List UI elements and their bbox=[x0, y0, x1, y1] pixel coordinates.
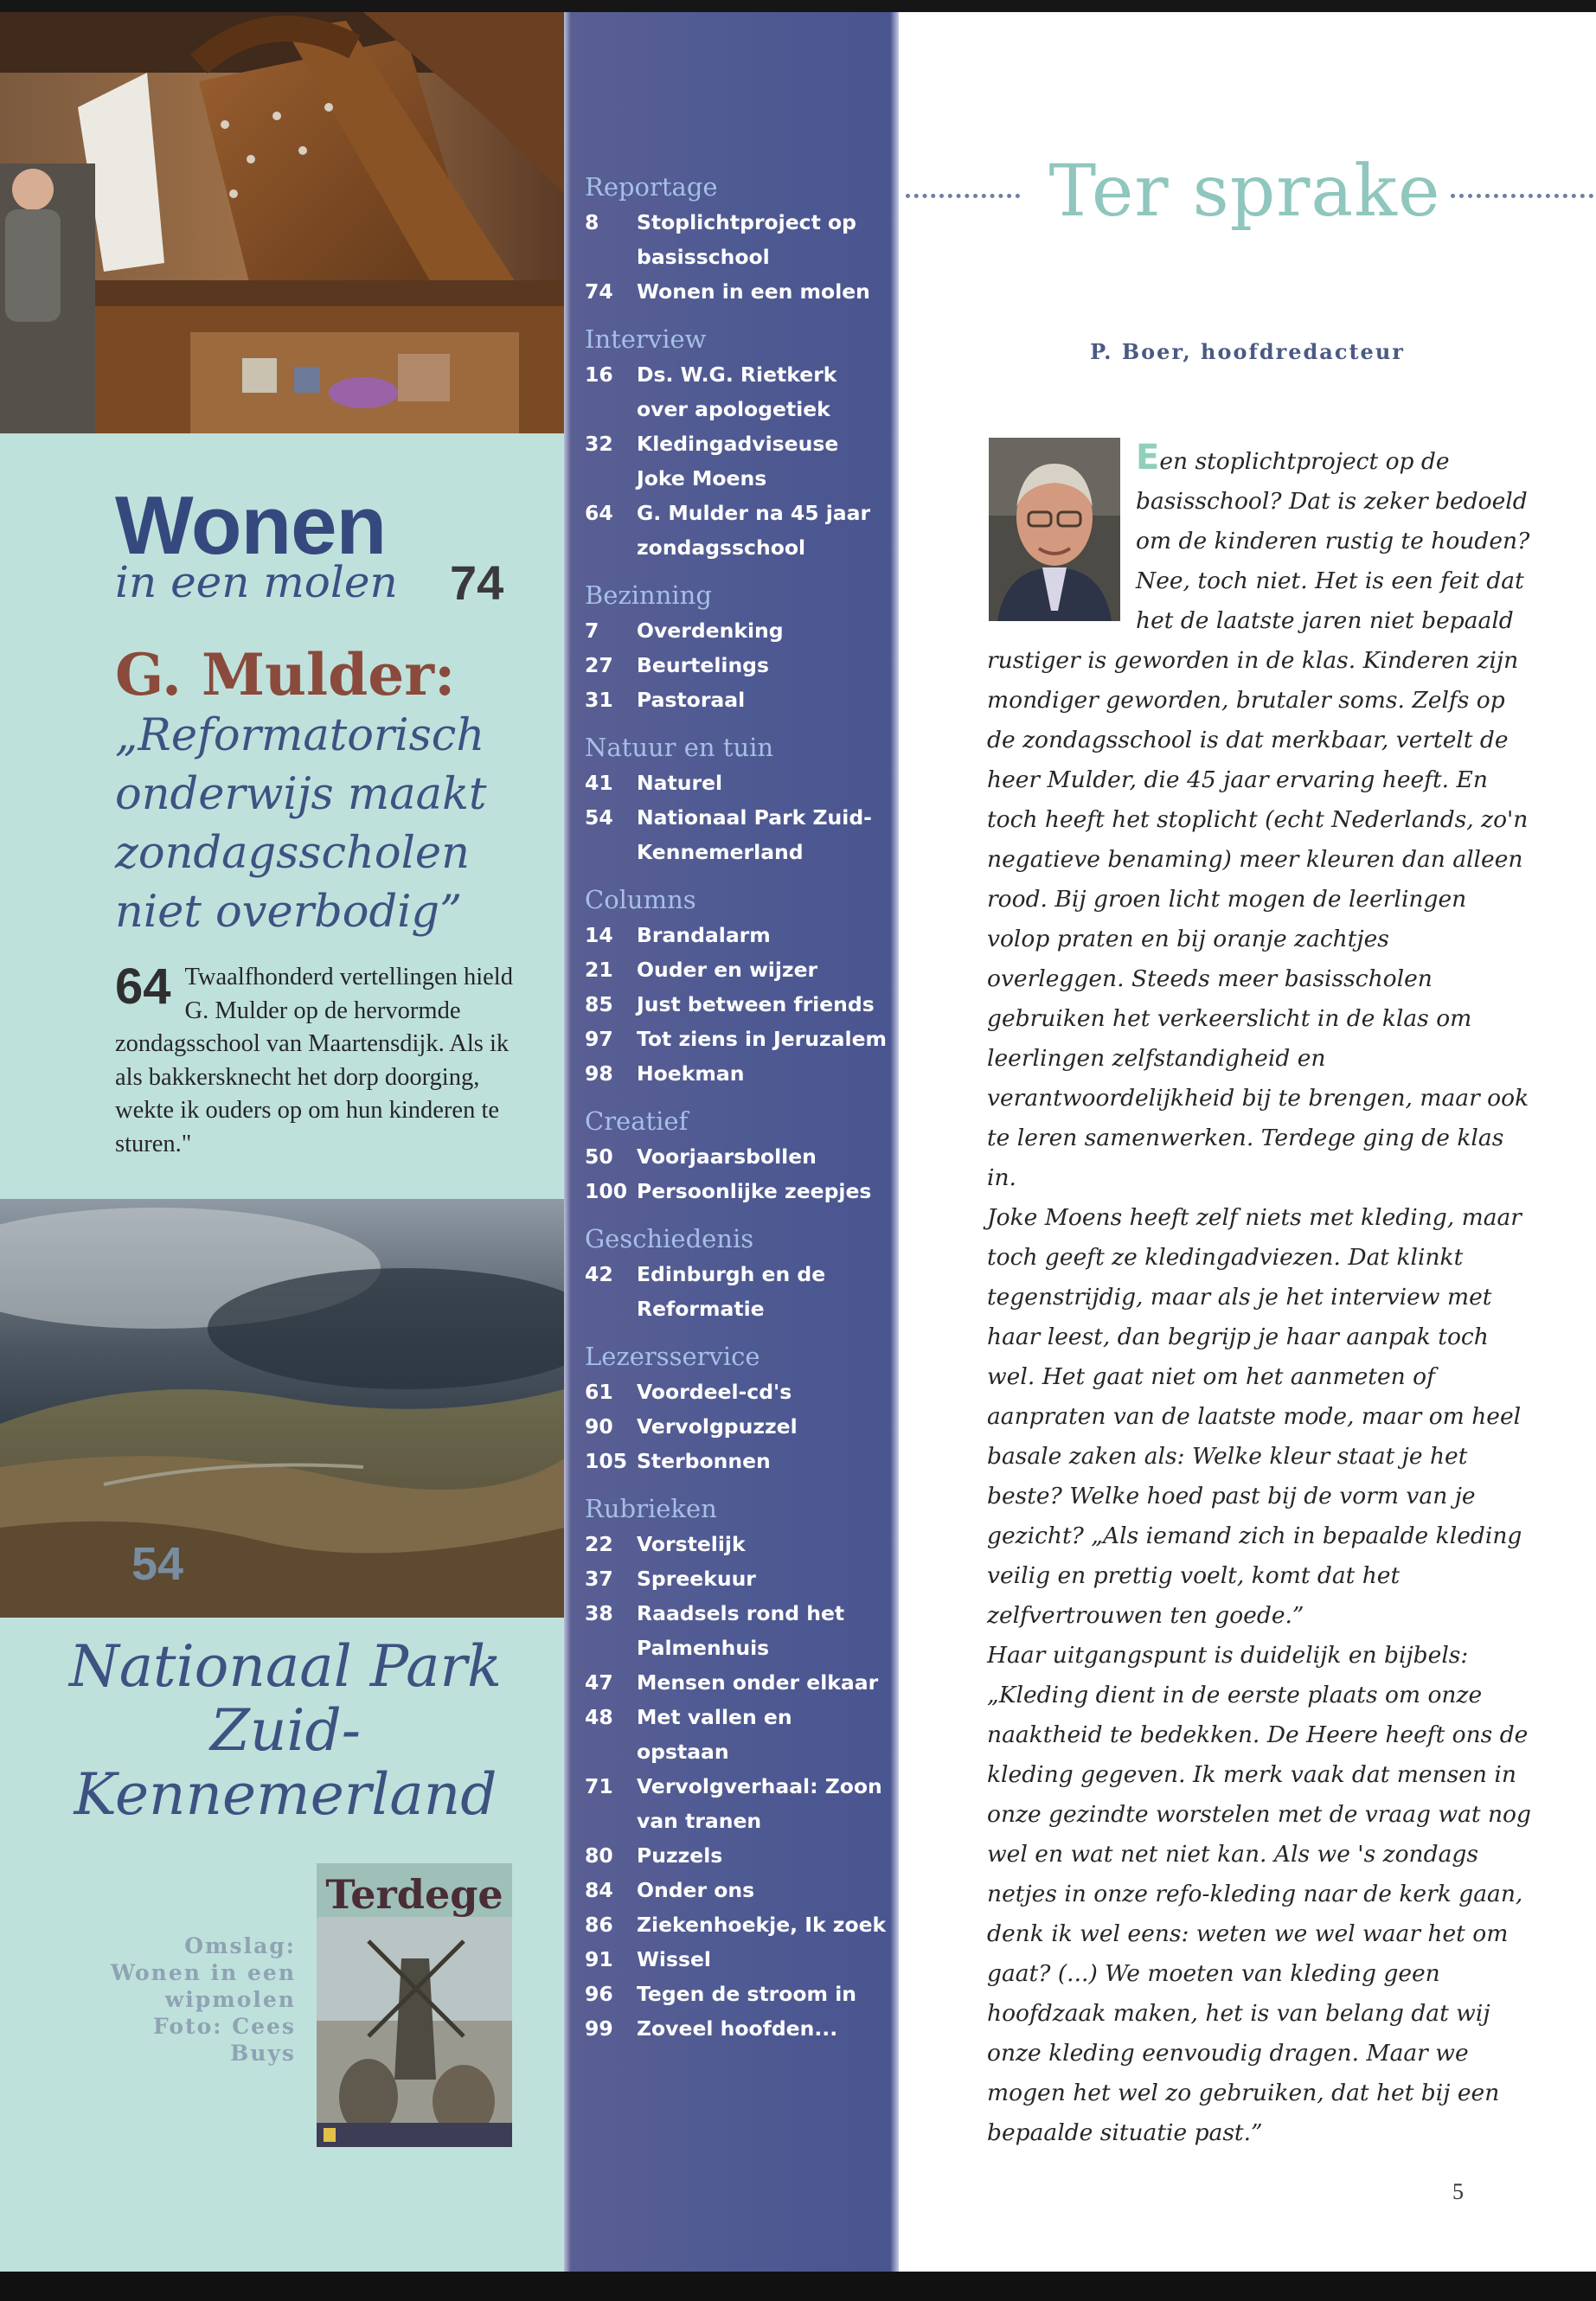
toc-entry[interactable] bbox=[585, 2011, 888, 2046]
toc-entry-title: Voorjaarsbollen bbox=[637, 1144, 817, 1169]
toc-entry-title: Vervolgpuzzel bbox=[637, 1414, 798, 1439]
toc-entry-title: Sterbonnen bbox=[637, 1449, 771, 1473]
editorial-title: Ter sprake bbox=[1048, 151, 1441, 233]
toc-edge bbox=[564, 12, 571, 2272]
cover-credit: Omslag: Wonen in een wipmolen Foto: Cees Buys bbox=[110, 1933, 296, 2066]
toc-entry[interactable] bbox=[585, 1139, 888, 1174]
toc-entry[interactable] bbox=[585, 205, 888, 274]
bottom-border bbox=[0, 2272, 1596, 2301]
toc-entry-title: Just between friends bbox=[637, 992, 875, 1016]
toc-entry-title: Brandalarm bbox=[637, 923, 771, 947]
toc-section bbox=[585, 1221, 888, 1326]
toc-entry[interactable] bbox=[585, 800, 888, 869]
toc-entry-title: G. Mulder na 45 jaar zondagsschool bbox=[637, 501, 871, 560]
feature-column bbox=[0, 12, 564, 2272]
toc-entry[interactable] bbox=[585, 1409, 888, 1444]
toc-entry-title: Tot ziens in Jeruzalem bbox=[637, 1027, 888, 1051]
magazine-cover-thumbnail bbox=[317, 1863, 512, 2147]
editorial-paragraph bbox=[987, 438, 1532, 1198]
toc-entry[interactable] bbox=[585, 1257, 888, 1326]
toc-entry[interactable] bbox=[585, 1022, 888, 1056]
toc-section bbox=[585, 170, 888, 309]
toc-entry-page: 80 bbox=[585, 1843, 613, 1868]
toc-entry-page: 37 bbox=[585, 1567, 613, 1591]
mulder-page-number: 64 bbox=[115, 958, 171, 1015]
toc-entry-title: Edinburgh en de Reformatie bbox=[637, 1262, 826, 1321]
toc-entry-page: 16 bbox=[585, 362, 613, 387]
toc-section-heading: Rubrieken bbox=[585, 1494, 717, 1523]
toc-section bbox=[585, 1104, 888, 1208]
mulder-teaser-text: Twaalfhonderd vertellingen hield G. Mulder op de hervormde zondagsschool van Maartensdijk. Als ik als bakkersknecht het dorp doorging, wekte ik ouders op om hun kinderen te sturen." bbox=[115, 964, 513, 1157]
toc-entry-title: Mensen onder elkaar bbox=[637, 1670, 879, 1695]
toc-entry[interactable] bbox=[585, 613, 888, 648]
toc-entry-page: 91 bbox=[585, 1947, 613, 1971]
toc-entry-page: 96 bbox=[585, 1982, 613, 2006]
toc-entry[interactable] bbox=[585, 1873, 888, 1907]
toc-entry[interactable] bbox=[585, 1596, 888, 1665]
toc-entry[interactable] bbox=[585, 766, 888, 800]
toc-entry-title: Zoveel hoofden... bbox=[637, 2016, 838, 2041]
editorial-author: P. Boer, hoofdredacteur bbox=[1090, 339, 1405, 364]
toc-entry[interactable] bbox=[585, 987, 888, 1022]
toc-entry[interactable] bbox=[585, 918, 888, 952]
toc-entry[interactable] bbox=[585, 1907, 888, 1942]
mulder-title: G. Mulder: bbox=[115, 641, 456, 708]
toc-edge bbox=[890, 12, 899, 2272]
toc-entry-title: Tegen de stroom in bbox=[637, 1982, 857, 2006]
toc-entry-title: Overdenking bbox=[637, 619, 784, 643]
toc-section-heading: Columns bbox=[585, 885, 696, 914]
toc-entry-title: Spreekuur bbox=[637, 1567, 756, 1591]
toc-entry-title: Beurtelings bbox=[637, 653, 769, 677]
park-title: Nationaal Park Zuid-Kennemerland bbox=[68, 1633, 503, 1828]
toc-entry-page: 27 bbox=[585, 653, 613, 677]
editorial-paragraph-3: Haar uitgangspunt is duidelijk en bijbels: „Kleding dient in de eerste plaats om onze naaktheid te bedekken. De Heere heeft ons de kleding gegeven. Ik merk vaak dat mensen in onze gezindte worstelen met de vraag wat nog wel en wat net niet kan. Als we 's zondags netjes in onze refo-kleding naar de kerk gaan, denk ik wel eens: weten we wel waar het om gaat? (...) We moeten van kleding geen hoofdzaak maken, het is van belang dat wij onze kleding eenvoudig dragen. Maar we mogen het wel zo gebruiken, dat het bij een bepaalde situatie past.” bbox=[987, 1642, 1531, 2146]
toc-entry-page: 48 bbox=[585, 1705, 613, 1729]
editorial-paragraph-2: Joke Moens heeft zelf niets met kleding, maar toch geeft ze kledingadviezen. Dat klinkt tegenstrijdig, maar als je het interview met haar leest, dan begrijp je haar aanpak toch wel. Het gaat niet om het aanmeten of aanpraten van de laatste mode, maar om heel basale zaken als: Welke kleur staat je het beste? Welke hoed past bij de vorm van je gezicht? „Als iemand zich in bepaalde kleding veilig en prettig voelt, komt dat het zelfvertrouwen ten goede.” bbox=[987, 1204, 1522, 1629]
toc-entry-page: 64 bbox=[585, 501, 613, 525]
toc-section bbox=[585, 882, 888, 1091]
toc-section-heading: Natuur en tuin bbox=[585, 733, 774, 762]
toc-entry-title: Nationaal Park Zuid-Kennemerland bbox=[637, 805, 872, 864]
toc-entry[interactable] bbox=[585, 1665, 888, 1700]
toc-entry-title: Met vallen en opstaan bbox=[637, 1705, 792, 1764]
toc-entry-title: Raadsels rond het Palmenhuis bbox=[637, 1601, 845, 1660]
toc-section-heading: Interview bbox=[585, 324, 707, 354]
toc-entry[interactable] bbox=[585, 683, 888, 717]
toc-entry-page: 21 bbox=[585, 958, 613, 982]
toc-entry-title: Vervolgverhaal: Zoon van tranen bbox=[637, 1774, 882, 1833]
cover-title: Terdege bbox=[325, 1871, 503, 1918]
toc-entry-title: Onder ons bbox=[637, 1878, 755, 1902]
toc-entry-page: 54 bbox=[585, 805, 613, 830]
toc-entry-title: Wissel bbox=[637, 1947, 711, 1971]
toc-entry-page: 22 bbox=[585, 1532, 613, 1556]
editorial-paragraph-1: en stoplichtproject op de basisschool? Dat is zeker bedoeld om de kinderen rustig te houden? Nee, toch niet. Het is een feit dat het de laatste jaren niet bepaald rustiger is geworden in de klas. Kinderen zijn mondiger geworden, brutaler soms. Zelfs op de zondagsschool is dat merkbaar, vertelt de heer Mulder, die 45 jaar ervaring heeft. En toch heeft het stoplicht (echt Nederlands, zo'n negatieve benaming) meer kleuren dan alleen rood. Bij groen licht mogen de leerlingen volop praten en bij oranje zachtjes overleggen. Steeds meer basisscholen gebruiken het verkeerslicht in de klas om leerlingen zelfstandigheid en verantwoordelijkheid bij te brengen, maar ook te leren samenwerken. Terdege ging de klas in. bbox=[987, 448, 1530, 1191]
toc-section bbox=[585, 578, 888, 717]
toc-entry[interactable] bbox=[585, 952, 888, 987]
toc-entry-title: Naturel bbox=[637, 771, 723, 795]
toc-entry-title: Wonen in een molen bbox=[637, 279, 870, 304]
wonen-page-number: 74 bbox=[450, 555, 504, 610]
toc-entry-title: Ouder en wijzer bbox=[637, 958, 818, 982]
toc-section-heading: Creatief bbox=[585, 1106, 689, 1136]
toc-section-heading: Geschiedenis bbox=[585, 1224, 754, 1253]
toc-entry[interactable] bbox=[585, 426, 888, 496]
toc-section-heading: Reportage bbox=[585, 172, 718, 202]
toc-section bbox=[585, 1491, 888, 2046]
mulder-quote: „Reformatorisch onderwijs maakt zondagsscholen niet overbodig” bbox=[115, 710, 487, 938]
toc-entry-title: Voordeel-cd's bbox=[637, 1380, 792, 1404]
toc-entry-page: 71 bbox=[585, 1774, 613, 1798]
toc-entry-page: 41 bbox=[585, 771, 613, 795]
toc-entry[interactable] bbox=[585, 1977, 888, 2011]
toc-entry-title: Kledingadviseuse Joke Moens bbox=[637, 432, 839, 490]
title-dotted-rule-right bbox=[1451, 194, 1593, 198]
toc-entry[interactable] bbox=[585, 496, 888, 565]
toc-entry[interactable] bbox=[585, 1561, 888, 1596]
toc-entry-title: Hoekman bbox=[637, 1061, 745, 1086]
toc-entry-title: Ds. W.G. Rietkerk over apologetiek bbox=[637, 362, 837, 421]
toc-entry-page: 100 bbox=[585, 1179, 628, 1203]
toc-entry-title: Puzzels bbox=[637, 1843, 723, 1868]
toc-entry[interactable] bbox=[585, 648, 888, 683]
toc-entry-page: 105 bbox=[585, 1449, 628, 1473]
toc-entry-page: 31 bbox=[585, 688, 613, 712]
toc-entry-page: 85 bbox=[585, 992, 613, 1016]
toc-entry-page: 14 bbox=[585, 923, 613, 947]
toc-entry-title: Stoplichtproject op basisschool bbox=[637, 210, 856, 269]
toc-entry[interactable] bbox=[585, 1056, 888, 1091]
toc-entry-page: 50 bbox=[585, 1144, 613, 1169]
dunes-page-number: 54 bbox=[131, 1538, 184, 1590]
toc-entry[interactable] bbox=[585, 1700, 888, 1769]
wonen-subtitle: in een molen bbox=[115, 557, 398, 607]
toc-entry-title: Ziekenhoekje, Ik zoek bbox=[637, 1913, 887, 1937]
toc-section-heading: Bezinning bbox=[585, 580, 712, 610]
toc-entry-title: Persoonlijke zeepjes bbox=[637, 1179, 872, 1203]
wonen-title: Wonen bbox=[115, 479, 387, 572]
toc-entry[interactable] bbox=[585, 274, 888, 309]
toc-section bbox=[585, 730, 888, 869]
toc-section bbox=[585, 322, 888, 565]
table-of-contents bbox=[564, 12, 899, 2272]
toc-entry-page: 8 bbox=[585, 210, 599, 234]
dunes-landscape-photo bbox=[0, 1199, 564, 1618]
toc-entry-page: 98 bbox=[585, 1061, 613, 1086]
toc-entry[interactable] bbox=[585, 1444, 888, 1478]
toc-entry-page: 74 bbox=[585, 279, 613, 304]
toc-entry[interactable] bbox=[585, 1375, 888, 1409]
editorial-body bbox=[987, 438, 1532, 2153]
toc-entry-page: 90 bbox=[585, 1414, 613, 1439]
toc-entry-page: 7 bbox=[585, 619, 599, 643]
toc-entry-page: 84 bbox=[585, 1878, 613, 1902]
toc-entry-page: 32 bbox=[585, 432, 613, 456]
toc-entry-page: 47 bbox=[585, 1670, 613, 1695]
toc-entry-page: 97 bbox=[585, 1027, 613, 1051]
portrait-spacer bbox=[987, 438, 1136, 631]
top-border bbox=[0, 0, 1596, 12]
toc-entry[interactable] bbox=[585, 1527, 888, 1561]
drop-cap: E bbox=[1136, 438, 1160, 478]
toc-entry[interactable] bbox=[585, 1838, 888, 1873]
toc-entry-title: Vorstelijk bbox=[637, 1532, 746, 1556]
feature-highlights bbox=[0, 433, 564, 1199]
toc-entry[interactable] bbox=[585, 357, 888, 426]
toc-entry[interactable] bbox=[585, 1942, 888, 1977]
editorial-column bbox=[899, 12, 1596, 2272]
toc-entry[interactable] bbox=[585, 1174, 888, 1208]
toc-entry-title: Pastoraal bbox=[637, 688, 746, 712]
toc-section-heading: Lezersservice bbox=[585, 1342, 760, 1371]
mulder-teaser bbox=[115, 958, 530, 1161]
page-number: 5 bbox=[1452, 2179, 1464, 2204]
toc-entry-page: 38 bbox=[585, 1601, 613, 1625]
toc-section bbox=[585, 1339, 888, 1478]
toc-entry-page: 86 bbox=[585, 1913, 613, 1937]
toc-entry-page: 42 bbox=[585, 1262, 613, 1286]
toc-list bbox=[585, 170, 888, 2059]
toc-entry[interactable] bbox=[585, 1769, 888, 1838]
toc-entry-page: 61 bbox=[585, 1380, 613, 1404]
title-dotted-rule-left bbox=[906, 194, 1020, 198]
toc-entry-page: 99 bbox=[585, 2016, 613, 2041]
windmill-interior-photo bbox=[0, 12, 564, 433]
